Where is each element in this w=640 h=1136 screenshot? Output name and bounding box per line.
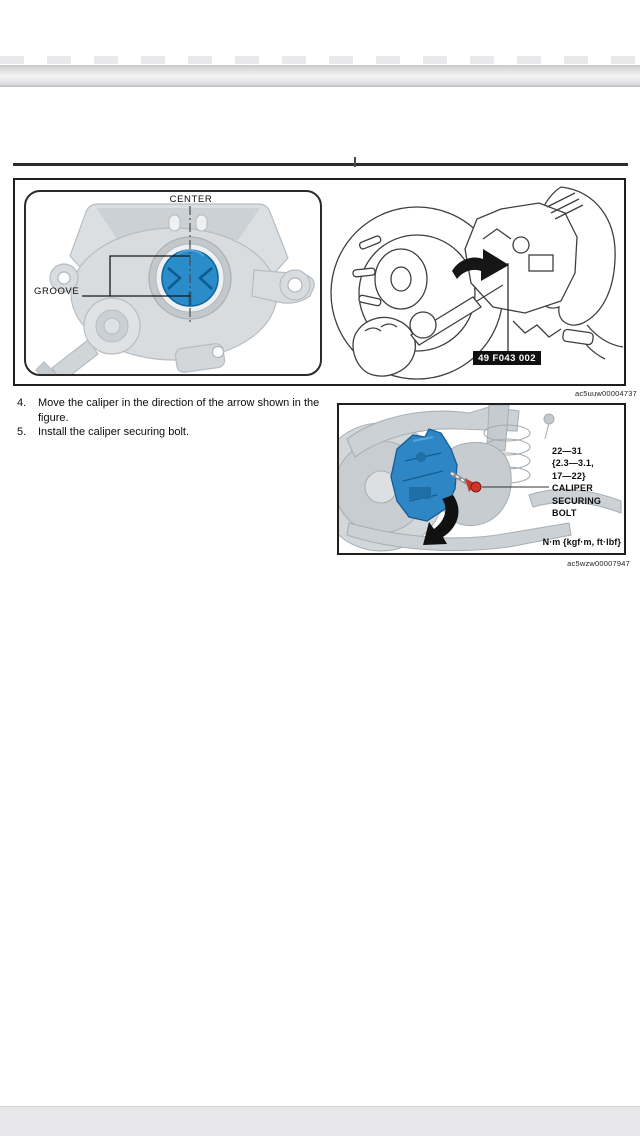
caliper-piston-illustration (26, 192, 320, 374)
tool-code-tag: 49 F043 002 (473, 351, 541, 365)
caliper-groove-panel (24, 190, 322, 376)
step-4-number: 4. (17, 397, 27, 409)
torque-spec-block (552, 445, 601, 519)
torque-value-nm: 22—31 (552, 446, 583, 456)
torque-value-ftlbf: 17—22} (552, 470, 586, 481)
torque-units-label: N·m {kgf·m, ft·lbf} (542, 537, 621, 547)
rule-tick-mark (354, 157, 356, 167)
section-rule (13, 163, 628, 166)
figure-caliper-groove-and-tool (13, 178, 626, 386)
step-5 (17, 425, 329, 440)
bolt-label-line3: BOLT (552, 508, 577, 519)
step-4-text: Move the caliper in the direction of the arrow shown in the figure. (38, 397, 320, 424)
groove-callout-label: GROOVE (34, 286, 80, 297)
bolt-label-line1: CALIPER (552, 483, 593, 494)
step-5-text: Install the caliper securing bolt. (38, 426, 190, 439)
step-5-number: 5. (17, 426, 27, 439)
center-callout-label: CENTER (169, 194, 213, 205)
bolt-label-line2: SECURING (552, 495, 602, 506)
page-divider-bar (0, 65, 640, 87)
viewer-bottom-band (0, 1106, 640, 1136)
page-edge-dashes (0, 56, 640, 64)
step-4 (17, 396, 329, 425)
figure2-caption: ac5wzw00007947 (567, 559, 630, 568)
torque-value-kgfm: {2.3—3.1, (552, 458, 594, 469)
figure1-caption: ac5uuw00004737 (574, 389, 637, 398)
figure-caliper-securing-bolt (337, 403, 626, 555)
procedure-steps (17, 396, 329, 440)
